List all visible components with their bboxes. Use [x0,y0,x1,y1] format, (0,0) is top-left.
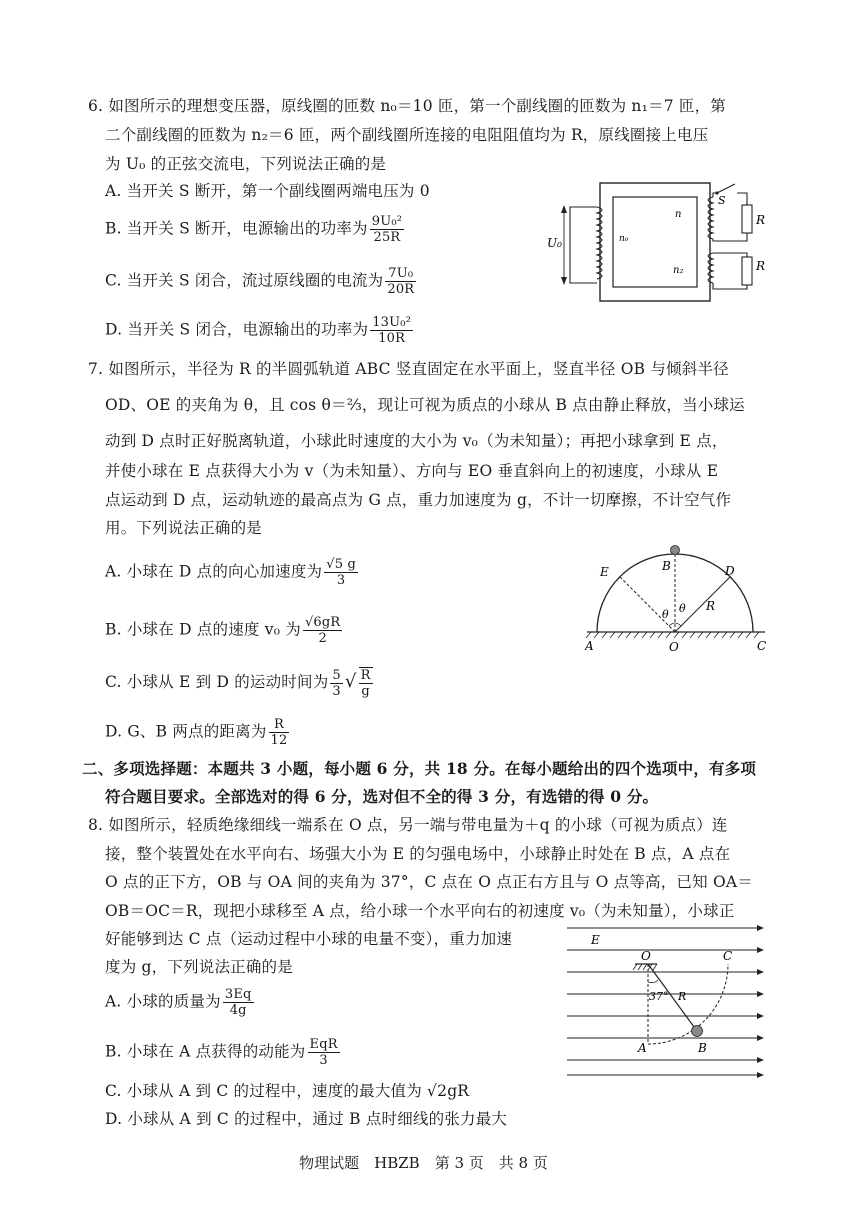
label-b: B [662,559,671,573]
label-theta-right: θ [679,602,686,615]
q8-stem-line-4: OB＝OC＝R，现把小球移至 A 点，给小球一个水平向右的初速度 v₀（为未知量），小球正 [105,902,735,920]
q8-option-c: C. 小球从 A 到 C 的过程中，速度的最大值为 √2gR [105,1082,470,1100]
q6-option-b: B. 当开关 S 断开，电源输出的功率为 $\frac{\text{9U₀²}}{25R}$ [105,214,403,245]
resistor-2 [742,257,752,285]
label-o: O [641,949,651,963]
page-footer: 物理试题 HBZB 第 3 页 共 8 页 [299,1154,548,1172]
u0-label: U₀ [547,236,562,250]
label-theta-left: θ [662,608,669,621]
q7-option-d: D. G、B 两点的距离为 $\frac{R}{12}$ [105,717,288,748]
switch-label: S [718,194,726,207]
n1-label: n [675,209,682,220]
q8-option-d: D. 小球从 A 到 C 的过程中，通过 B 点时细线的张力最大 [105,1110,508,1128]
q7-option-a: A. 小球在 D 点的向心加速度为 $\frac{√5 g}{3}$ [105,557,357,588]
q7-option-c: C. 小球从 E 到 D 的运动时间为 $\frac{5}{3}$ √ $\frac{R}{g}$ [105,667,371,699]
q6-option-a: A. 当开关 S 断开，第一个副线圈两端电压为 0 [105,182,430,200]
q7-stem-line-6: 用。下列说法正确的是 [105,519,263,537]
label-c: C [723,949,733,963]
label-angle: 37° [649,990,669,1003]
n2-label: n₂ [673,265,684,276]
section-2-heading-line-1: 二、多项选择题：本题共 3 小题，每小题 6 分，共 18 分。在每小题给出的四个选项中，有多项 [82,759,757,778]
label-e: E [600,565,609,579]
q8-stem-line-5: 好能够到达 C 点（运动过程中小球的电量不变），重力加速 [105,930,513,948]
section-2-heading-line-2: 符合题目要求。全部选对的得 6 分，选对但不全的得 3 分，有选错的得 0 分。 [105,787,659,806]
q8-stem-line-2: 接，整个装置处在水平向右、场强大小为 E 的匀强电场中，小球静止时处在 B 点，A 点在 [105,845,731,863]
label-b: B [698,1041,707,1055]
transformer-figure [545,175,785,307]
q7-stem-line-5: 点运动到 D 点，运动轨迹的最高点为 G 点，重力加速度为 g，不计一切摩擦，不计空气作 [105,491,732,509]
q8-stem-line-6: 度为 g，下列说法正确的是 [105,958,293,976]
label-a: A [585,639,594,653]
label-d: D [725,564,735,578]
label-e-field: E [591,933,600,947]
r1-label: R [756,213,766,227]
ground-hatching [586,632,759,638]
label-c: C [757,639,767,653]
charged-ball [692,1026,703,1037]
trajectory-arc [648,964,728,1044]
label-o: O [669,640,679,654]
q7-stem-line-4: 并使小球在 E 点获得大小为 v（为未知量）、方向与 EO 垂直斜向上的初速度，小球从 E [105,462,719,480]
q6-option-c: C. 当开关 S 闭合，流过原线圈的电流为 $\frac{\text{7U₀}}{20R}$ [105,266,415,297]
r2-label: R [756,259,766,273]
pivot-hatching [633,964,657,970]
semicircle-track-figure [585,540,770,658]
q8-option-b: B. 小球在 A 点获得的动能为 $\frac{\text{EqR}}{3}$ [105,1037,338,1068]
q6-stem-line-2: 二个副线圈的匝数为 n₂＝6 匝，两个副线圈所连接的电阻阻值均为 R，原线圈接上电压 [105,126,709,144]
switch-s [717,184,735,193]
label-a: A [638,1041,647,1055]
q6-stem-line-1: 6. 如图所示的理想变压器，原线圈的匝数 n₀＝10 匝，第一个副线圈的匝数为 n₁＝7 匝，第 [88,97,727,115]
q7-stem-line-2: OD、OE 的夹角为 θ，且 cos θ＝⅔，现让可视为质点的小球从 B 点由静止释放，当小球运 [105,396,745,414]
q6-option-d: D. 当开关 S 闭合，电源输出的功率为 $\frac{\text{13U₀²}}{10R}$ [105,315,412,346]
q8-stem-line-3: O 点的正下方，OB 与 OA 间的夹角为 37°，C 点在 O 点正右方且与 O 点等高，已知 OA＝ [105,873,753,891]
ball [671,546,680,555]
n0-label: n₀ [619,234,629,244]
label-r: R [678,990,687,1003]
label-r: R [706,599,716,613]
q7-stem-line-1: 7. 如图所示，半径为 R 的半圆弧轨道 ABC 竖直固定在水平面上，竖直半径 OB 与倾斜半径 [88,360,729,378]
q6-stem-line-3: 为 U₀ 的正弦交流电，下列说法正确的是 [105,155,387,173]
q8-stem-line-1: 8. 如图所示，轻质绝缘细线一端系在 O 点，另一端与带电量为＋q 的小球（可视为质点）连 [88,816,728,834]
q7-stem-line-3: 动到 D 点时正好脱离轨道，小球此时速度的大小为 v₀（为未知量）；再把小球拿到 E 点， [105,432,728,450]
q8-option-a: A. 小球的质量为 $\frac{3Eq}{4g}$ [105,987,252,1018]
electric-field-figure [565,920,770,1080]
resistor-1 [742,205,752,233]
core-outer [600,183,710,301]
q7-option-b: B. 小球在 D 点的速度 v₀ 为 $\frac{√6gR}{2}$ [105,615,341,646]
